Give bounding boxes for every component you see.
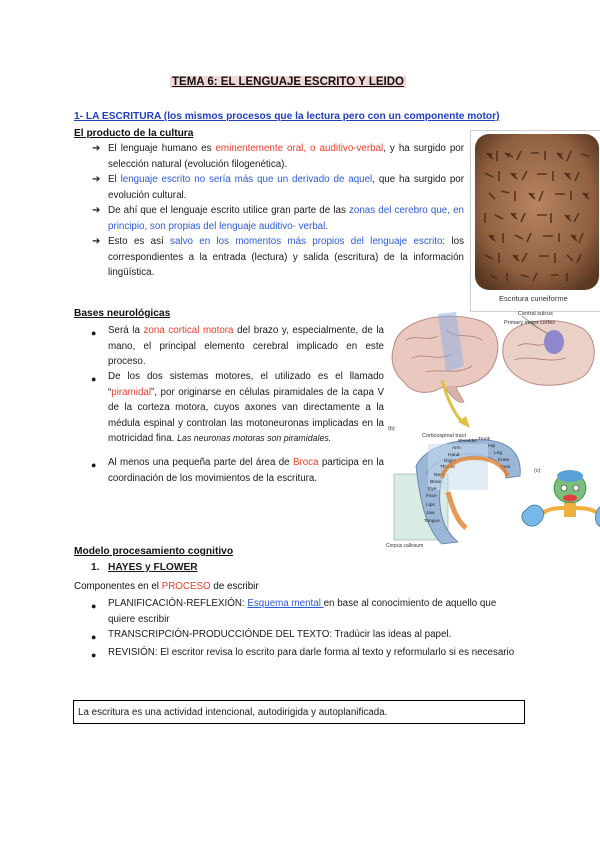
body-label: Trunk: [478, 437, 491, 442]
body-label: Hand: [448, 453, 460, 458]
components-intro: Componentes en el PROCESO de escribir: [74, 581, 259, 592]
body-label: Tongue: [424, 519, 440, 524]
cuneiform-tablet-image: [470, 130, 600, 312]
figure-letter-b: (b): [388, 426, 395, 432]
body-label: Face: [426, 494, 437, 499]
bullet-dot-icon: ●: [91, 460, 97, 470]
label-primary-motor: Primary motor cortex: [504, 320, 556, 326]
arrow-bullet-icon: ➔: [92, 236, 101, 247]
bullet-item: Al menos una pequeña parte del área de Broca participa en la coordinación de los movimientos de la escritura.: [108, 457, 384, 484]
body-label: Leg: [494, 451, 503, 456]
bullet-dot-icon: ●: [91, 601, 97, 611]
bullet-dot-icon: ●: [91, 374, 97, 384]
cuneiform-tablet-icon: [471, 131, 600, 311]
esquema-mental-link[interactable]: Esquema mental: [247, 598, 324, 609]
bullet-item: REVISIÓN: El escritor revisa lo escrito para darle forma al texto y reformularlo si es necesario: [108, 647, 515, 658]
bullet-item: De ahí que el lenguaje escrito utilice gran parte de las zonas del cerebro que, en principio, son propias del lenguaje auditivo- verbal.: [108, 205, 464, 232]
body-label: Shoulder: [458, 439, 478, 444]
body-label: Lips: [426, 503, 435, 508]
model-name: HAYES y FLOWER: [108, 562, 198, 573]
subheading-modelo: Modelo procesamiento cognitivo: [74, 546, 234, 557]
bullet-item: Esto es así salvo en los momentos más propios del lenguaje escrito: los correspondientes a la entrada (lectura) y salida (escritura) de la información lingüística.: [108, 236, 465, 279]
body-label: Hip: [488, 444, 496, 449]
subheading-bases-neurologicas: Bases neurológicas: [74, 308, 171, 319]
bullet-item: TRANSCRIPCIÓN-PRODUCCIÓNDE DEL TEXTO: Tradúcir las ideas al papel.: [108, 629, 452, 640]
body-label: Thumb: [440, 465, 455, 470]
body-label: Brow: [430, 480, 441, 485]
image-caption: Escritura cuneiforme: [499, 294, 568, 303]
bullet-item: De los dos sistemas motores, el utilizado es el llamado “piramidal”, por originarse en células piramidales de la capa V de la corteza motora, cuyos axones van directamente a la médula espinal y controlan las motoneuronas implicadas en la motricidad fina. Las neuronas motoras son piramidales.: [108, 371, 384, 445]
bullet-item: Será la zona cortical motora del brazo y, especialmente, de la mano, el principal elemento cerebral implicado en este proceso.: [108, 325, 384, 368]
arrow-bullet-icon: ➔: [92, 143, 101, 154]
label-central-sulcus: Central sulcus: [518, 311, 553, 317]
subheading-producto-cultura: El producto de la cultura: [74, 128, 194, 139]
bullet-item: El lenguaje escrito no sería más que un derivado de aquel, que ha surgido por evolución cultural.: [108, 174, 464, 201]
body-label: Digits: [444, 459, 456, 464]
page-title: TEMA 6: EL LENGUAJE ESCRITO Y LEIDO: [172, 76, 404, 88]
arrow-bullet-icon: ➔: [92, 174, 101, 185]
bullet-dot-icon: ●: [91, 328, 97, 338]
figure-letter-c: (c): [534, 468, 541, 474]
bullet-item: El lenguaje humano es eminentemente oral, o auditivo-verbal, y ha surgido por selección natural (evolución filogenética).: [108, 143, 464, 170]
model-number: 1.: [91, 562, 100, 573]
homunculus-icon: [522, 470, 600, 528]
body-label: Eye: [428, 487, 437, 492]
label-strip: Corticospinal tract: [422, 433, 467, 439]
section-heading-escritura: 1- LA ESCRITURA (los mismos procesos que la lectura pero con un componente motor): [74, 111, 500, 122]
brain-motor-figure: [386, 306, 600, 550]
label-bottom: Corpus callosum: [386, 543, 424, 549]
body-label: Jaw: [426, 511, 435, 516]
brain-diagram-icon: [386, 306, 600, 550]
body-label: Knee: [498, 458, 510, 463]
bullet-dot-icon: ●: [91, 632, 97, 642]
bullet-item: PLANIFICACIÓN-REFLEXIÓN: Esquema mental en base al conocimiento de aquello que quiere escribir: [108, 598, 497, 625]
body-label: Toes: [500, 465, 511, 470]
arrow-bullet-icon: ➔: [92, 205, 101, 216]
body-label: Arm: [452, 446, 461, 451]
body-label: Neck: [434, 473, 445, 478]
boxed-note: La escritura es una actividad intencional, autodirigida y autoplanificada.: [73, 700, 525, 724]
bullet-dot-icon: ●: [91, 650, 97, 660]
